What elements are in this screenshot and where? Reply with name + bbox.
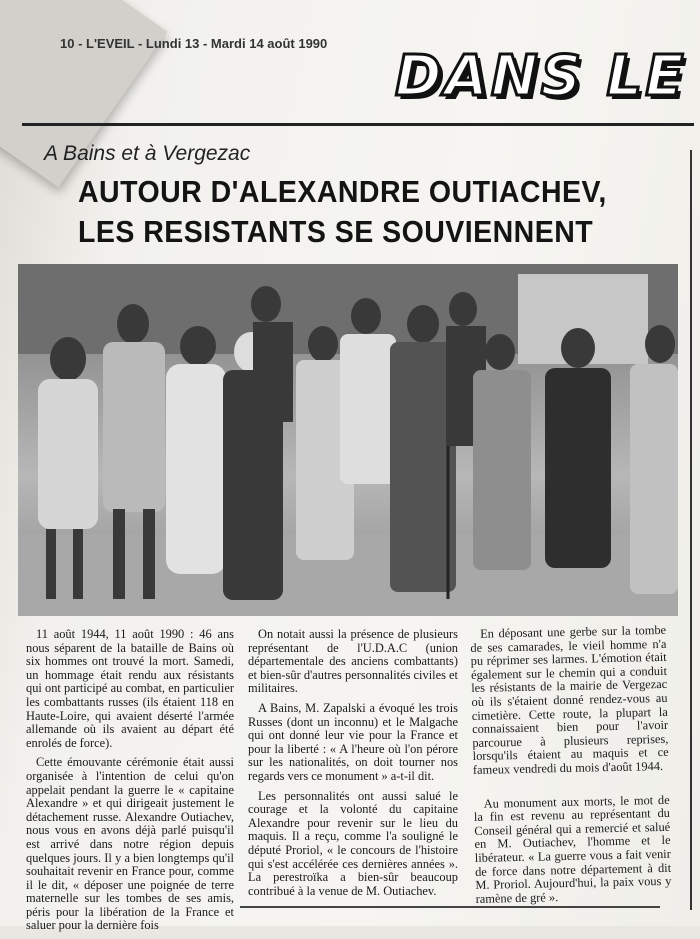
article-column-1 <box>26 628 234 939</box>
paragraph: Au monument aux morts, le mot de la fin est revenu au représentant du Conseil général qui a remercié et salué en M. Outiachev, l'homme et le libérateur. « La guerre vous a fait venir de force dans notre département à dit M. Proriol. Aujourd'hui, la paix vous y ramène de gré ». <box>473 792 672 906</box>
group-photo <box>18 264 678 616</box>
footer-rule <box>240 906 660 908</box>
column-rule <box>690 150 692 910</box>
paragraph: En déposant une gerbe sur la tombe de ses camarades, le vieil homme n'a pu réprimer ses larmes. L'émotion était également sur le chemin qui a conduit les résistants de la mairie de Vergezac où ils s'étaient donné rendez-vous au cimetière. Cette route, la plupart la connaissaient bien pour l'avoir parcourue à plusieurs reprises, lorsqu'ils étaient au maquis et ce fameux vendredi du mois d'août 1944. <box>470 622 669 777</box>
headline-line-1: AUTOUR D'ALEXANDRE OUTIACHEV, <box>78 174 607 209</box>
article-column-2 <box>248 628 458 904</box>
paragraph: Cette émouvante cérémonie était aussi organisée à l'intention de celui qu'on appelait pendant la guerre le « capitaine Alexandre » et qui dirigeait justement le détachement russe. Alexandre Outiachev, nous vous en avons déjà parlé puisqu'il est arrivé dans notre région depuis quelques jours. Il y a bien longtemps qu'il souhaitait revenir en France pour, comme il le dit, « déposer une poignée de terre maternelle sur les tombes de ses amis, péris pour la libération de la France et saluer pour la dernière fois <box>26 755 234 933</box>
section-title: DANS LE <box>395 44 687 109</box>
dateline: 10 - L'EVEIL - Lundi 13 - Mardi 14 août 1990 <box>60 36 328 51</box>
article-column-3 <box>470 624 672 912</box>
article-kicker: A Bains et à Vergezac <box>44 142 251 165</box>
headline-line-2: LES RESISTANTS SE SOUVIENNENT <box>78 214 594 249</box>
paragraph: A Bains, M. Zapalski a évoqué les trois Russes (dont un inconnu) et le Malgache qui ont donné leur vie pour la France et pour la liberté : « A l'heure où l'on pérore sur les nationalités, on doit tourner nos regards vers ce monument » a-t-il dit. <box>248 700 458 783</box>
header-rule <box>22 123 694 126</box>
paragraph: On notait aussi la présence de plusieurs représentant de l'U.D.A.C (union départementale des anciens combattants) et bien-sûr d'autres personnalités civiles et militaires. <box>248 627 458 696</box>
paragraph: Les personnalités ont aussi salué le courage et la volonté du capitaine Alexandre pour revenir sur le lieu du maquis. Il a reçu, comme l'a souligné le député Proriol, « le concours de l'histoire qui s'est accélérée ces dernières années ». La perestroïka a bien-sûr beaucoup contribué à la venue de M. Outiachev. <box>248 788 458 898</box>
article-headline <box>78 172 630 252</box>
paragraph: 11 août 1944, 11 août 1990 : 46 ans nous séparent de la bataille de Bains où six hommes ont trouvé la mort. Samedi, un hommage était rendu aux résistants qui ont participé au combat, en particulier les combattants russes (ils étaient 118 en Haute-Loire, qui avaient déserté l'armée allemande où ils avaient au départ été enrolés de force). <box>26 627 234 750</box>
photo-illustration <box>18 264 678 616</box>
